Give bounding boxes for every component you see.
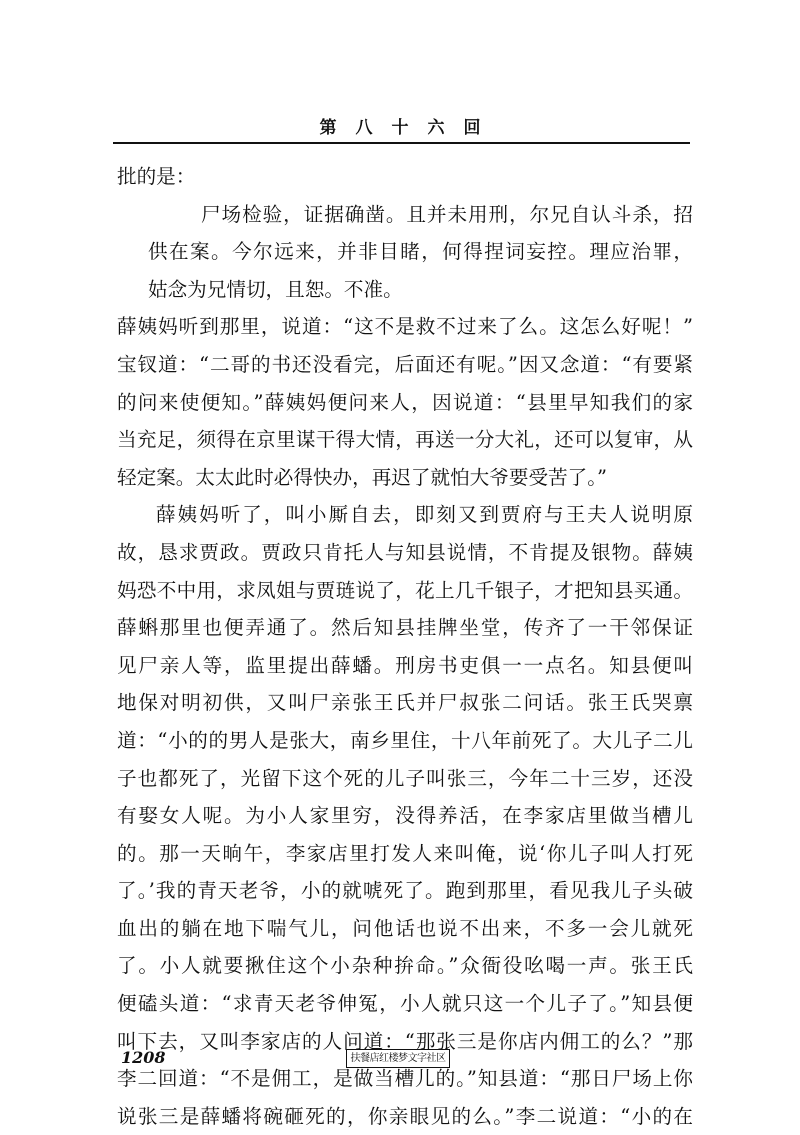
text-line: 叫下去，又叫李家店的人问道：“那张三是你店内佣工的么？”那	[117, 1029, 693, 1053]
text-line: 轻定案。太太此时必得快办，再迟了就怕大爷要受苦了。”	[117, 465, 608, 489]
text-line: 批的是：	[117, 165, 196, 188]
text-line: 见尸亲人等，监里提出薛蟠。刑房书吏俱一一点名。知县便叫	[117, 653, 693, 677]
text-line: 故，恳求贾政。贾政只肯托人与知县说情，不肯提及银物。薛姨	[117, 540, 693, 564]
text-line: 血出的躺在地下喘气儿，问他话也说不出来，不多一会儿就死	[117, 916, 693, 940]
quoted-text-line: 尸场检验，证据确凿。且并未用刑，尔兄自认斗杀，招	[201, 202, 693, 226]
text-line: 当充足，须得在京里谋干得大情，再送一分大礼，还可以复审，从	[117, 428, 693, 452]
text-line: 了。小人就要揪住这个小杂种拚命。”众衙役吆喝一声。张王氏	[117, 954, 693, 978]
text-line: 李二回道：“不是佣工，是做当槽儿的。”知县道：“那日尸场上你	[117, 1067, 693, 1091]
text-line: 便磕头道：“求青天老爷伸冤，小人就只这一个儿子了。”知县便	[117, 992, 693, 1016]
text-line: 妈恐不中用，求凤姐与贾琏说了，花上几千银子，才把知县买通。	[117, 578, 693, 602]
quoted-text-line: 供在案。今尔远来，并非目睹，何得捏词妄控。理应治罪，	[148, 240, 693, 264]
text-line: 说张三是薛蟠将碗砸死的，你亲眼见的么。”李二说道：“小的在	[117, 1104, 693, 1128]
quoted-text-line: 姑念为兄情切，且恕。不准。	[148, 277, 403, 301]
chapter-header: 第八十六回	[319, 118, 500, 138]
header-rule	[113, 142, 690, 144]
text-line: 有娶女人呢。为小人家里穷，没得养活，在李家店里做当槽儿	[117, 804, 693, 828]
text-line: 薛姨妈听到那里，说道：“这不是救不过来了么。这怎么好呢！”	[117, 315, 693, 339]
text-line: 薛姨妈听了，叫小厮自去，即刻又到贾府与王夫人说明原	[156, 503, 693, 527]
text-line: 子也都死了，光留下这个死的儿子叫张三，今年二十三岁，还没	[117, 766, 693, 790]
watermark-stamp: 扶餐店红楼梦文字社区	[346, 1049, 450, 1068]
page-number: 1208	[121, 1048, 166, 1067]
text-line: 道：“小的的男人是张大，南乡里住，十八年前死了。大儿子二儿	[117, 728, 693, 752]
text-line: 的问来使便知。”薛姨妈便问来人，因说道：“县里早知我们的家	[117, 390, 693, 414]
text-line: 宝钗道：“二哥的书还没看完，后面还有呢。”因又念道：“有要紧	[117, 352, 693, 376]
body-text	[117, 158, 693, 1135]
text-line: 了。’我的青天老爷，小的就唬死了。跑到那里，看见我儿子头破	[117, 879, 693, 903]
text-line: 地保对明初供，又叫尸亲张王氏并尸叔张二问话。张王氏哭禀	[117, 691, 693, 715]
text-line: 的。那一天晌午，李家店里打发人来叫俺，说‘你儿子叫人打死	[117, 841, 693, 865]
text-line: 薛蝌那里也便弄通了。然后知县挂牌坐堂，传齐了一干邻保证	[117, 616, 693, 640]
